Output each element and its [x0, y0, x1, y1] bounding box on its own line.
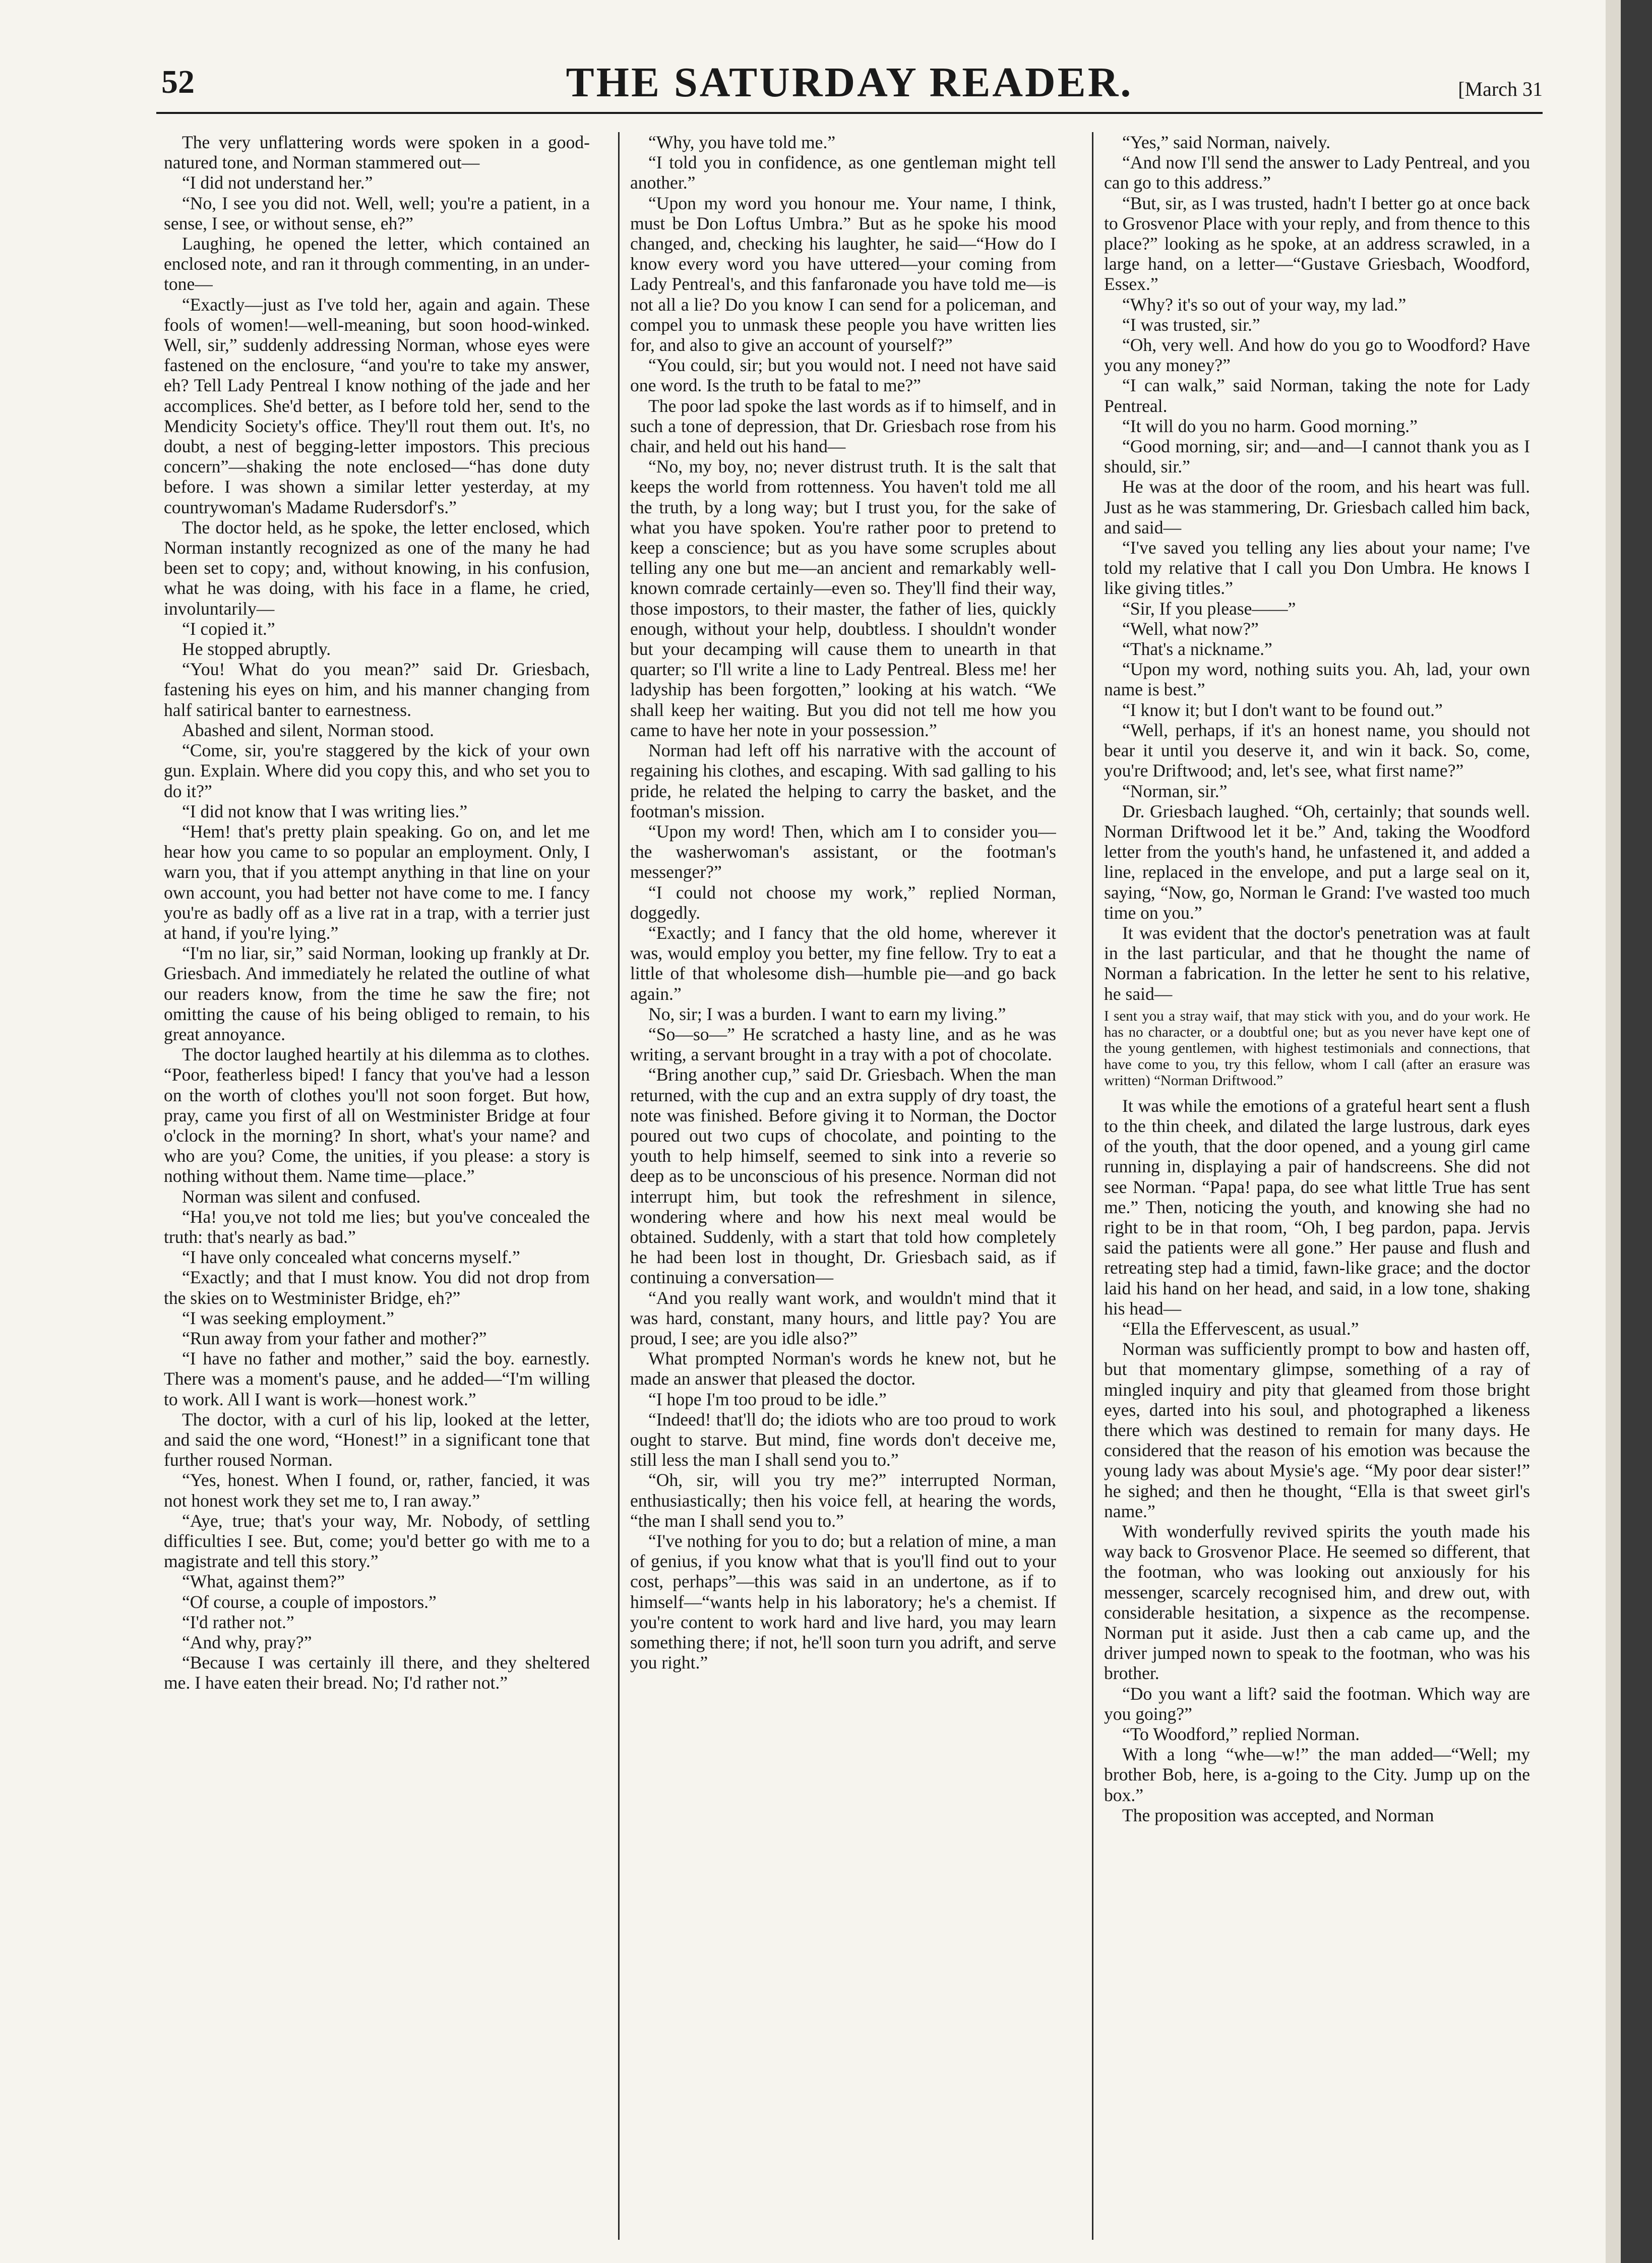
paragraph: “Yes, honest. When I found, or, rather, fancied, it was not honest work they set me to, I ran away.”: [164, 1470, 590, 1511]
paragraph: “And why, pray?”: [182, 1632, 312, 1653]
paragraph: I sent you a stray waif, that may stick with you, and do your work. He has no character, or a doubtful one; but as you never have kept one of the young gentlemen, with highest testimonials and connections, that have come to you, try this fellow, whom I call (after an erasure was written) “Norman Driftwood.”: [1104, 1007, 1530, 1089]
paragraph: “Bring another cup,” said Dr. Griesbach. When the man returned, with the cup and an extra supply of dry toast, the note was finished. Before giving it to Norman, the Doctor poured out two cups of chocolate, and pointing to the youth to help himself, seemed to sink into a reverie so deep as to be unconscious of his presence. Norman did not interrupt him, but took the refreshment in silence, wondering where and how his next meal would be obtained. Suddenly, with a start that told how completely he had been lost in thought, Dr. Griesbach said, as if continuing a conversation—: [630, 1064, 1056, 1288]
paragraph: The doctor, with a curl of his lip, looked at the letter, and said the one word, “Honest!” in a significant tone that further roused Norman.: [164, 1409, 590, 1470]
scan-edge: [1621, 0, 1652, 2263]
paragraph: He was at the door of the room, and his heart was full. Just as he was stammering, Dr. Griesbach called him back, and said—: [1104, 477, 1530, 538]
column-divider: [618, 132, 620, 2240]
paragraph: The proposition was accepted, and Norman: [1122, 1805, 1434, 1825]
paragraph: “I did not know that I was writing lies.”: [182, 801, 468, 821]
paragraph: He stopped abruptly.: [182, 639, 331, 660]
page-header: [156, 58, 1543, 108]
paragraph: “Well, what now?”: [1122, 618, 1259, 639]
paragraph: Abashed and silent, Norman stood.: [182, 720, 434, 740]
paragraph: “So—so—” He scratched a hasty line, and as he was writing, a servant brought in a tray with a pot of chocolate.: [630, 1024, 1056, 1065]
paragraph: Norman had left off his narrative with the account of regaining his clothes, and escaping. With sad galling to his pride, he related the helping to carry the basket, and the footman's mission.: [630, 740, 1056, 821]
paragraph: Norman was silent and confused.: [182, 1186, 421, 1207]
paragraph: It was evident that the doctor's penetration was at fault in the last particular, and that he thought the name of Norman a fabrication. In the letter he sent to his relative, he said—: [1104, 922, 1530, 1004]
paragraph: “I know it; but I don't want to be found out.”: [1122, 699, 1443, 720]
column-divider: [1092, 132, 1093, 2240]
paragraph: “I'm no liar, sir,” said Norman, looking up frankly at Dr. Griesbach. And immediately he related the outline of what our readers know, from the time he saw the fire; not omitting the cause of his being obliged to remain, to his great annoyance.: [164, 943, 590, 1044]
paragraph: “Yes,” said Norman, naively.: [1122, 132, 1331, 152]
paragraph: The poor lad spoke the last words as if to himself, and in such a tone of depression, that Dr. Griesbach rose from his chair, and held out his hand—: [630, 395, 1056, 457]
paragraph: “Because I was certainly ill there, and they sheltered me. I have eaten their bread. No; I'd rather not.”: [164, 1652, 590, 1693]
scan-edge-shadow: [1606, 0, 1621, 2263]
paragraph: “I hope I'm too proud to be idle.”: [648, 1389, 887, 1409]
paragraph: “Sir, If you please——”: [1122, 598, 1296, 619]
paragraph: “I'd rather not.”: [182, 1612, 294, 1632]
paragraph: It was while the emotions of a grateful heart sent a flush to the thin cheek, and dilated the large lustrous, dark eyes of the youth, that the door opened, and a young girl came running in, displaying a pair of handscreens. She did not see Norman. “Papa! papa, do see what little True has sent me.” Then, noticing the youth, and knowing she had no right to be in that room, “Oh, I beg pardon, papa. Jervis said the patients were all gone.” Her pause and flush and retreating step had a timid, fawn-like grace; and the doctor laid his hand on her head, and said, in a low tone, shaking his head—: [1104, 1095, 1530, 1319]
paragraph: “But, sir, as I was trusted, hadn't I better go at once back to Grosvenor Place with your reply, and from thence to this place?” looking as he spoke, at an address scrawled, in a large hand, on a letter—“Gustave Griesbach, Woodford, Essex.”: [1104, 193, 1530, 294]
paragraph: “Ha! you,ve not told me lies; but you've concealed the truth: that's nearly as bad.”: [164, 1206, 590, 1247]
paragraph: The doctor held, as he spoke, the letter enclosed, which Norman instantly recognized as one of the many he had been set to copy; and, without knowing, in his confusion, what he was doing, with his face in a flame, he cried, involuntarily—: [164, 517, 590, 619]
paragraph: “You! What do you mean?” said Dr. Griesbach, fastening his eyes on him, and his manner changing from half satirical banter to earnestness.: [164, 659, 590, 720]
paragraph: “Ella the Effervescent, as usual.”: [1122, 1318, 1359, 1339]
paragraph: “Exactly; and that I must know. You did not drop from the skies on to Westminister Bridge, eh?”: [164, 1267, 590, 1308]
paragraph: The doctor laughed heartily at his dilemma as to clothes. “Poor, featherless biped! I fancy that you've had a lesson on the worth of clothes you'll not soon forget. But how, pray, came you first of all on Westminister Bridge at four o'clock in the morning? In short, what's your name? and who are you? Come, the unities, if you please: a story is nothing without them. Name time—place.”: [164, 1044, 590, 1186]
paragraph: “And you really want work, and wouldn't mind that it was hard, constant, many hours, and little pay? You are proud, I see; are you idle also?”: [630, 1287, 1056, 1348]
paragraph: “I copied it.”: [182, 618, 275, 639]
paragraph: “Upon my word! Then, which am I to consider you—the washerwoman's assistant, or the footman's messenger?”: [630, 821, 1056, 882]
paragraph: “I did not understand her.”: [182, 172, 373, 193]
paragraph: Laughing, he opened the letter, which contained an enclosed note, and ran it through commenting, in an under-tone—: [164, 233, 590, 294]
paragraph: No, sir; I was a burden. I want to earn my living.”: [648, 1003, 1006, 1024]
paragraph: “I could not choose my work,” replied Norman, doggedly.: [630, 882, 1056, 923]
paragraph: The very unflattering words were spoken in a good-natured tone, and Norman stammered out—: [164, 132, 590, 173]
paragraph: Dr. Griesbach laughed. “Oh, certainly; that sounds well. Norman Driftwood let it be.” And, taking the Woodford letter from the youth's hand, he unfastened it, and added a line, replaced in the envelope, and put a large seal on it, saying, “Now, go, Norman le Grand: I've wasted too much time on you.”: [1104, 801, 1530, 923]
header-rule: [156, 112, 1543, 114]
paragraph: “I've saved you telling any lies about your name; I've told my relative that I call you Don Umbra. He knows I like giving titles.”: [1104, 538, 1530, 599]
paragraph: “Oh, very well. And how do you go to Woodford? Have you any money?”: [1104, 335, 1530, 376]
paragraph: With wonderfully revived spirits the youth made his way back to Grosvenor Place. He seemed so different, that the footman, who was looking out anxiously for his messenger, scarcely recognised him, and drew out, with considerable hesitation, a sixpence as the recompense. Norman put it aside. Just then a cab came up, and the driver jumped nown to speak to the footman, who was his brother.: [1104, 1521, 1530, 1684]
paragraph: “Oh, sir, will you try me?” interrupted Norman, enthusiastically; then his voice fell, at hearing the words, “the man I shall send you to.”: [630, 1470, 1056, 1531]
paragraph: “Indeed! that'll do; the idiots who are too proud to work ought to starve. But mind, fine words don't deceive me, still less the man I shall send you to.”: [630, 1409, 1056, 1470]
issue-date: [March 31: [1458, 78, 1543, 100]
paragraph: “And now I'll send the answer to Lady Pentreal, and you can go to this address.”: [1104, 152, 1530, 193]
paragraph: “I have only concealed what concerns myself.”: [182, 1247, 520, 1268]
text-column-3: [1104, 132, 1530, 2240]
paragraph: “Good morning, sir; and—and—I cannot thank you as I should, sir.”: [1104, 436, 1530, 477]
paragraph: “Aye, true; that's your way, Mr. Nobody, of settling difficulties I see. But, come; you'd better go with me to a magistrate and tell this story.”: [164, 1510, 590, 1572]
paragraph: “That's a nickname.”: [1122, 639, 1272, 660]
paragraph: “Upon my word you honour me. Your name, I think, must be Don Loftus Umbra.” But as he spoke his mood changed, and, checking his laughter, he said—“How do I know every word you have uttered—your coming from Lady Pentreal's, and this fanfaronade you have told me—is not all a lie? Do you know I can send for a policeman, and compel you to unmask these people you have written lies for, and also to give an account of yourself?”: [630, 193, 1056, 355]
paragraph: “Upon my word, nothing suits you. Ah, lad, your own name is best.”: [1104, 659, 1530, 700]
paragraph: “No, my boy, no; never distrust truth. It is the salt that keeps the world from rottenness. You haven't told me all the truth, by a long way; but I trust you, for the sake of what you have spoken. You're rather poor to pretend to keep a conscience; but as you have some scruples about telling any one but me—an ancient and remarkably well-known comrade certainly—even so. They'll find their way, those impostors, to their master, the father of lies, quickly enough, without your help, doubtless. I shouldn't wonder but your decamping will cause them to unearth in that quarter; so I'll write a line to Lady Pentreal. Bless me! her ladyship has been forgotten,” looking at his watch. “We shall keep her waiting. But you did not tell me how you came to have her note in your possession.”: [630, 456, 1056, 740]
paragraph: “Of course, a couple of impostors.”: [182, 1591, 437, 1612]
page-number: 52: [161, 64, 195, 100]
text-column-1: [164, 132, 590, 2240]
paragraph: “Run away from your father and mother?”: [182, 1328, 487, 1348]
paragraph: “I can walk,” said Norman, taking the note for Lady Pentreal.: [1104, 375, 1530, 416]
paragraph: “No, I see you did not. Well, well; you're a patient, in a sense, I see, or without sense, eh?”: [164, 193, 590, 233]
text-column-2: [630, 132, 1056, 2240]
paragraph: “I was trusted, sir.”: [1122, 314, 1260, 335]
paragraph: What prompted Norman's words he knew not, but he made an answer that pleased the doctor.: [630, 1348, 1056, 1389]
paragraph: “Hem! that's pretty plain speaking. Go on, and let me hear how you came to so popular an employment. Only, I warn you, that if you attempt anything in that line on your own account, you had better not have come to me. I fancy you're as badly off as a live rat in a trap, with a terrier just at hand, if you're lying.”: [164, 821, 590, 943]
paragraph: “I was seeking employment.”: [182, 1307, 394, 1328]
paragraph: “To Woodford,” replied Norman.: [1122, 1724, 1360, 1745]
paragraph: “I told you in confidence, as one gentleman might tell another.”: [630, 152, 1056, 193]
journal-title: THE SATURDAY READER.: [566, 59, 1133, 106]
paragraph: “Well, perhaps, if it's an honest name, you should not bear it until you deserve it, and win it back. So, come, you're Driftwood; and, let's see, what first name?”: [1104, 720, 1530, 781]
paragraph: “I have no father and mother,” said the boy. earnestly. There was a moment's pause, and he added—“I'm willing to work. All I want is work—honest work.”: [164, 1348, 590, 1409]
paragraph: “You could, sir; but you would not. I need not have said one word. Is the truth to be fatal to me?”: [630, 355, 1056, 396]
paragraph: Norman was sufficiently prompt to bow and hasten off, but that momentary glimpse, something of a ray of mingled inquiry and pity that gleamed from those bright eyes, darted into his soul, and photographed a likeness there which was destined to remain for many days. He considered that the reason of his emotion was because the young lady was about Mysie's age. “My poor dear sister!” he sighed; and then he thought, “Ella is that sweet girl's name.”: [1104, 1339, 1530, 1521]
paragraph: “Exactly—just as I've told her, again and again. These fools of women!—well-meaning, but soon hood-winked. Well, sir,” suddenly addressing Norman, whose eyes were fastened on the enclosure, “and you're to take my answer, eh? Tell Lady Pentreal I know nothing of the jade and her accomplices. She'd better, as I before told her, send to the Mendicity Society's office. They'll rout them out. It's, no doubt, a nest of begging-letter impostors. This precious concern”—shaking the note enclosed—“has done duty before. I was shown a similar letter yesterday, at my countrywoman's Madame Rudersdorf's.”: [164, 294, 590, 517]
paragraph: “Why, you have told me.”: [648, 132, 836, 152]
paragraph: “Why? it's so out of your way, my lad.”: [1122, 294, 1406, 315]
paragraph: “Norman, sir.”: [1122, 781, 1228, 801]
paragraph: With a long “whe—w!” the man added—“Well; my brother Bob, here, is a-going to the City. Jump up on the box.”: [1104, 1744, 1530, 1805]
paragraph: “Come, sir, you're staggered by the kick of your own gun. Explain. Where did you copy this, and who set you to do it?”: [164, 740, 590, 801]
paragraph: “What, against them?”: [182, 1571, 345, 1592]
paragraph: “It will do you no harm. Good morning.”: [1122, 415, 1418, 436]
paragraph: “I've nothing for you to do; but a relation of mine, a man of genius, if you know what that is you'll find out to your cost, perhaps”—this was said in an undertone, as if to himself—“wants help in his laboratory; he's a chemist. If you're content to work hard and live hard, you may learn something there; if not, he'll soon turn you adrift, and serve you right.”: [630, 1531, 1056, 1673]
paragraph: “Do you want a lift? said the footman. Which way are you going?”: [1104, 1683, 1530, 1724]
paragraph: “Exactly; and I fancy that the old home, wherever it was, would employ you better, my fine fellow. Try to eat a little of that wholesome dish—humble pie—and go back again.”: [630, 922, 1056, 1004]
